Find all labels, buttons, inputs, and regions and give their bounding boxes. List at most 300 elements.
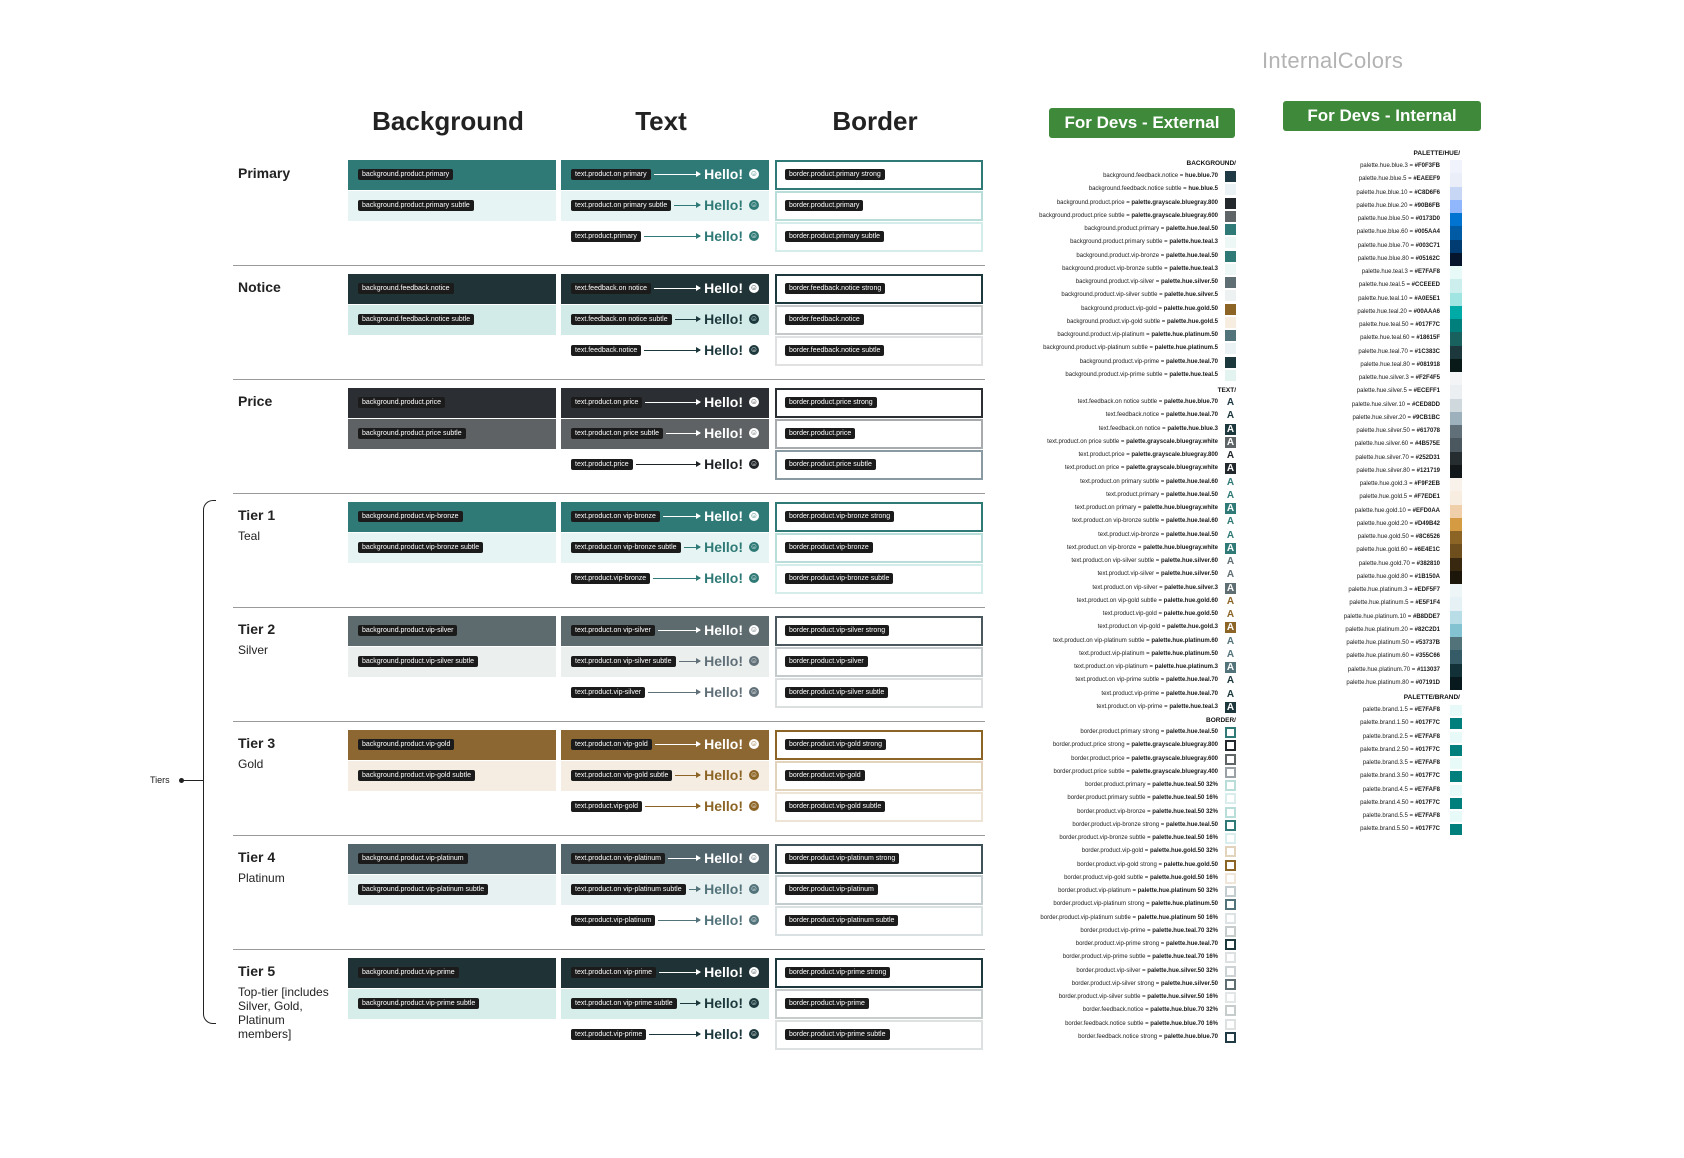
text-sample: [561, 222, 769, 252]
text-sample: [561, 989, 769, 1019]
smiley-icon: ☺: [749, 200, 759, 209]
background-swatch: [348, 388, 556, 418]
legend-row: border.product.vip-prime strong = palette.hue.teal.70: [1075, 941, 1218, 947]
token-label: border.product.vip-prime strong: [785, 967, 890, 978]
legend-row: background.product.vip-silver subtle = palette.hue.silver.5: [1061, 292, 1218, 299]
token-name: text.product.vip-platinum: [1079, 650, 1145, 657]
border-sample: [775, 502, 983, 532]
token-name: palette.hue.silver.5: [1356, 388, 1407, 395]
legend-row: palette.hue.silver.50 = #617078: [1356, 428, 1440, 434]
token-value: palette.grayscale.bluegray.600: [1131, 755, 1218, 762]
token-value: hue.blue.70: [1184, 173, 1218, 179]
color-swatch: [1450, 187, 1462, 200]
token-name: background.product.vip-bronze subtle: [1062, 265, 1163, 272]
legend-row: text.product.on vip-silver subtle = palette.hue.silver.60: [1071, 558, 1218, 564]
token-value: palette.grayscale.bluegray.800: [1131, 199, 1218, 206]
token-label: background.feedback.notice: [358, 283, 454, 294]
text-color-swatch: A: [1226, 542, 1235, 554]
hello-sample: Hello!: [704, 570, 743, 586]
color-swatch: [1225, 277, 1236, 288]
hello-sample: Hello!: [704, 311, 743, 327]
border-sample: [775, 989, 983, 1019]
smiley-icon: ☺: [749, 770, 759, 779]
color-swatch: [1450, 624, 1462, 637]
token-name: palette.hue.platinum.5: [1349, 600, 1409, 607]
color-swatch: [1450, 359, 1462, 372]
border-sample: [775, 844, 983, 874]
token-name: border.product.price strong: [1052, 742, 1125, 749]
token-value: palette.hue.teal.50 16%: [1152, 835, 1218, 841]
color-swatch: [1450, 637, 1462, 650]
token-name: palette.hue.blue.10: [1356, 189, 1408, 196]
token-name: border.product.primary strong: [1080, 729, 1160, 735]
token-label: border.product.price strong: [785, 397, 877, 408]
legend-row: text.product.on vip-prime subtle = palette.hue.teal.70: [1075, 677, 1218, 684]
token-value: palette.hue.teal.5: [1169, 371, 1218, 378]
color-swatch: [1450, 798, 1462, 809]
token-value: palette.hue.platinum.60: [1151, 637, 1218, 644]
token-label: border.product.vip-silver strong: [785, 625, 889, 636]
token-name: palette.hue.platinum.50: [1346, 640, 1409, 646]
token-name: text.product.vip-bronze: [1098, 531, 1160, 538]
token-value: #F7EDE1: [1413, 494, 1440, 501]
border-color-swatch: [1225, 846, 1236, 857]
token-value: palette.hue.teal.3: [1169, 703, 1218, 710]
border-color-swatch: [1225, 1005, 1236, 1016]
token-name: palette.hue.gold.5: [1359, 494, 1408, 501]
section-title: Tier 4: [238, 849, 276, 865]
color-swatch: [1450, 611, 1462, 624]
section-subtitle: Teal: [238, 529, 261, 543]
border-sample: [775, 875, 983, 905]
border-sample: [775, 958, 983, 988]
legend-row: border.product.price strong = palette.grayscale.bluegray.800: [1052, 742, 1218, 749]
color-swatch: [1225, 237, 1236, 248]
legend-row: background.product.vip-gold subtle = palette.hue.gold.5: [1066, 318, 1218, 325]
token-value: #252D31: [1415, 454, 1440, 461]
arrow-icon: [645, 806, 700, 807]
column-header-background: Background: [372, 106, 524, 136]
token-name: palette.hue.gold.70: [1358, 560, 1410, 567]
token-name: palette.hue.silver.10: [1351, 401, 1406, 408]
token-label: background.product.vip-silver subtle: [358, 656, 478, 667]
background-swatch: [348, 989, 556, 1019]
token-value: #C8D6F6: [1414, 189, 1440, 196]
border-color-swatch: [1225, 979, 1236, 990]
token-value: #017F7C: [1415, 826, 1440, 833]
hello-sample: Hello!: [704, 684, 743, 700]
color-swatch: [1450, 306, 1462, 319]
color-swatch: [1450, 173, 1462, 186]
token-name: palette.hue.platinum.20: [1345, 626, 1408, 633]
color-swatch: [1450, 597, 1462, 610]
background-swatch: [348, 875, 556, 905]
color-swatch: [1450, 332, 1462, 345]
arrow-icon: [654, 288, 700, 289]
text-sample: [561, 875, 769, 905]
column-header-border: Border: [832, 106, 918, 136]
token-name: palette.hue.blue.20: [1356, 202, 1408, 209]
token-name: background.product.price subtle: [1039, 212, 1125, 219]
token-name: palette.brand.3.5: [1362, 760, 1408, 766]
hello-sample: Hello!: [704, 653, 743, 669]
token-label: text.product.on vip-prime subtle: [571, 998, 677, 1009]
smiley-icon: ☺: [749, 967, 759, 976]
border-color-swatch: [1225, 820, 1236, 831]
hello-sample: Hello!: [704, 456, 743, 472]
color-swatch: [1450, 266, 1462, 279]
legend-row: text.product.on vip-platinum subtle = palette.hue.platinum.60: [1053, 637, 1218, 644]
arrow-icon: [684, 547, 700, 548]
color-swatch: [1450, 425, 1462, 438]
background-swatch: [348, 502, 556, 532]
legend-row: palette.hue.silver.70 = #252D31: [1355, 454, 1440, 461]
section-subtitle: Gold: [238, 757, 264, 771]
legend-heading: BACKGROUND/: [1186, 160, 1236, 167]
token-name: palette.hue.blue.3: [1360, 163, 1408, 169]
legend-row: palette.brand.5.5 = #E7FAF8: [1362, 813, 1440, 819]
legend-row: text.product.on vip-gold = palette.hue.gold.3: [1097, 624, 1218, 631]
token-name: palette.hue.blue.5: [1358, 176, 1407, 183]
token-name: palette.hue.teal.50: [1359, 322, 1409, 328]
text-color-swatch: A: [1226, 529, 1235, 541]
legend-heading: PALETTE/BRAND/: [1403, 694, 1460, 701]
token-value: #EFD0AA: [1412, 507, 1440, 514]
hello-sample: Hello!: [704, 767, 743, 783]
legend-row: palette.hue.platinum.60 = #355C66: [1346, 653, 1440, 660]
token-label: text.product.on vip-gold: [571, 739, 652, 750]
smiley-icon: ☺: [749, 397, 759, 406]
arrow-icon: [680, 1003, 700, 1004]
token-name: text.feedback.on notice subtle: [1077, 399, 1158, 405]
token-name: palette.hue.platinum.3: [1348, 587, 1408, 593]
arrow-icon: [663, 516, 700, 517]
section-divider: [233, 265, 985, 266]
legend-row: text.product.vip-bronze = palette.hue.teal.50: [1098, 531, 1218, 538]
hello-sample: Hello!: [704, 881, 743, 897]
legend-row: palette.hue.teal.70 = #1C383C: [1358, 348, 1440, 355]
tiers-dot: [179, 778, 184, 783]
token-value: #53737B: [1415, 640, 1440, 646]
text-color-swatch: A: [1226, 450, 1235, 461]
legend-row: border.product.vip-silver strong = palette.hue.silver.50: [1071, 980, 1218, 987]
token-name: text.product.on vip-gold: [1097, 624, 1161, 631]
legend-row: palette.brand.4.5 = #E7FAF8: [1362, 786, 1440, 793]
color-swatch: [1225, 343, 1236, 354]
token-name: palette.hue.gold.3: [1359, 481, 1408, 487]
hello-sample: Hello!: [704, 912, 743, 928]
token-label: border.product.vip-bronze subtle: [785, 573, 893, 584]
color-swatch: [1450, 518, 1462, 531]
section-title: Tier 5: [238, 963, 276, 979]
token-value: palette.hue.teal.50: [1165, 821, 1218, 828]
background-swatch: [348, 761, 556, 791]
background-swatch: [348, 616, 556, 646]
token-name: background.product.primary subtle: [1070, 239, 1163, 246]
token-name: background.product.vip-bronze: [1076, 252, 1160, 259]
token-label: background.product.vip-platinum: [358, 853, 468, 864]
legend-row: palette.hue.silver.10 = #CED8DD: [1351, 401, 1440, 408]
token-value: #E7FAF8: [1414, 760, 1440, 766]
border-sample: [775, 906, 983, 936]
token-label: background.product.vip-bronze subtle: [358, 542, 483, 553]
token-label: text.product.vip-platinum: [571, 915, 655, 926]
token-value: #A0E5E1: [1414, 295, 1440, 302]
legend-row: palette.hue.blue.5 = #EAEEF9: [1358, 176, 1440, 183]
hello-sample: Hello!: [704, 622, 743, 638]
token-label: text.product.primary: [571, 231, 641, 242]
legend-row: border.product.price = palette.grayscale.bluegray.600: [1071, 755, 1218, 762]
arrow-icon: [658, 630, 700, 631]
text-color-swatch: A: [1226, 463, 1235, 475]
background-swatch: [348, 647, 556, 677]
background-swatch: [348, 160, 556, 190]
background-swatch: [348, 305, 556, 335]
token-label: border.product.vip-bronze strong: [785, 511, 894, 522]
color-swatch: [1450, 465, 1462, 478]
legend-row: background.product.price = palette.grayscale.bluegray.800: [1056, 199, 1218, 206]
arrow-icon: [675, 775, 700, 776]
hello-sample: Hello!: [704, 1026, 743, 1042]
token-name: palette.hue.silver.60: [1354, 441, 1409, 448]
color-swatch: [1450, 531, 1462, 544]
legend-row: palette.hue.blue.50 = #0173D0: [1357, 216, 1440, 222]
token-value: palette.grayscale.bluegray.800: [1131, 452, 1218, 458]
token-label: text.product.on vip-silver subtle: [571, 656, 676, 667]
color-swatch: [1450, 664, 1462, 677]
token-value: palette.hue.teal.70: [1165, 677, 1218, 684]
token-value: #355C66: [1415, 653, 1440, 660]
token-name: palette.brand.3.50: [1360, 773, 1409, 780]
hello-sample: Hello!: [704, 850, 743, 866]
legend-row: background.product.primary subtle = palette.hue.teal.3: [1070, 239, 1218, 246]
token-label: border.product.primary subtle: [785, 231, 884, 242]
token-name: palette.hue.silver.3: [1358, 375, 1409, 381]
legend-row: palette.brand.5.50 = #017F7C: [1360, 826, 1440, 833]
token-value: palette.hue.blue.70 16%: [1150, 1020, 1218, 1027]
smiley-icon: ☺: [749, 314, 759, 323]
token-name: text.product.on vip-gold subtle: [1076, 597, 1157, 604]
legend-row: text.product.on vip-prime = palette.hue.teal.3: [1096, 703, 1218, 710]
arrow-icon: [679, 661, 700, 662]
legend-row: background.product.vip-platinum = palette.hue.platinum.50: [1057, 332, 1218, 338]
token-value: hue.blue.5: [1188, 186, 1218, 193]
legend-row: palette.hue.platinum.5 = #E5F1F4: [1349, 600, 1440, 607]
token-value: palette.hue.gold.50 16%: [1149, 874, 1218, 881]
legend-row: background.product.vip-gold = palette.hue.gold.50: [1081, 305, 1218, 312]
border-sample: [775, 160, 983, 190]
legend-row: palette.brand.1.5 = #E7FAF8: [1362, 707, 1440, 713]
smiley-icon: ☺: [749, 428, 759, 437]
smiley-icon: ☺: [749, 739, 759, 748]
token-label: text.product.on price: [571, 397, 642, 408]
token-label: border.product.price subtle: [785, 459, 876, 470]
color-swatch: [1225, 330, 1236, 341]
legend-row: palette.hue.silver.3 = #F2F4F5: [1358, 375, 1440, 381]
smiley-icon: ☺: [749, 459, 759, 468]
border-color-swatch: [1225, 886, 1236, 897]
color-swatch: [1450, 771, 1462, 782]
legend-row: palette.hue.gold.3 = #F9F2EB: [1359, 481, 1440, 487]
token-name: background.product.price: [1056, 199, 1125, 206]
token-name: palette.brand.4.5: [1362, 786, 1408, 793]
arrow-icon: [689, 889, 700, 890]
token-name: text.product.on vip-silver subtle: [1071, 558, 1155, 564]
color-swatch: [1225, 317, 1236, 328]
section-title: Price: [238, 393, 273, 409]
color-swatch: [1450, 505, 1462, 518]
legend-row: border.product.vip-bronze subtle = palette.hue.teal.50 16%: [1059, 835, 1218, 841]
smiley-icon: ☺: [749, 884, 759, 893]
section-title: Tier 3: [238, 735, 276, 751]
section-title: Tier 2: [238, 621, 276, 637]
token-name: border.feedback.notice subtle: [1065, 1020, 1144, 1027]
legend-row: palette.hue.blue.70 = #003C71: [1357, 242, 1440, 249]
color-swatch: [1450, 200, 1462, 213]
token-name: text.product.on vip-prime subtle: [1075, 677, 1160, 684]
token-name: text.product.vip-silver: [1097, 571, 1155, 578]
token-name: text.product.vip-prime: [1101, 690, 1160, 697]
text-sample: [561, 305, 769, 335]
border-color-swatch: [1225, 926, 1236, 937]
legend-row: text.product.vip-gold = palette.hue.gold.50: [1102, 611, 1218, 617]
text-color-swatch: A: [1226, 489, 1235, 501]
legend-row: palette.hue.silver.80 = #121719: [1356, 467, 1440, 474]
legend-row: text.feedback.notice = palette.hue.teal.70: [1105, 412, 1218, 419]
color-swatch: [1450, 478, 1462, 491]
text-sample: [561, 647, 769, 677]
token-label: border.feedback.notice: [785, 314, 864, 325]
legend-row: palette.hue.blue.20 = #90B6FB: [1356, 202, 1440, 209]
background-swatch: [348, 533, 556, 563]
legend-heading: TEXT/: [1217, 387, 1236, 394]
color-swatch: [1450, 279, 1462, 292]
arrow-icon: [649, 1034, 700, 1035]
legend-row: border.product.vip-platinum strong = palette.hue.platinum.50: [1053, 901, 1218, 908]
legend-row: text.product.on vip-silver = palette.hue.silver.3: [1092, 584, 1218, 591]
legend-row: background.product.price subtle = palette.grayscale.bluegray.600: [1039, 212, 1218, 219]
legend-row: text.product.on price subtle = palette.grayscale.bluegray.white: [1047, 438, 1218, 445]
text-sample: [561, 906, 769, 936]
color-swatch: [1450, 745, 1462, 756]
token-value: #00AAA6: [1413, 308, 1440, 315]
token-name: border.product.vip-prime subtle: [1062, 954, 1146, 961]
legend-row: border.product.vip-prime subtle = palette.hue.teal.70 16%: [1062, 954, 1218, 961]
token-label: text.product.vip-gold: [571, 801, 642, 812]
color-swatch: [1450, 438, 1462, 451]
token-value: #081918: [1416, 361, 1440, 368]
text-color-swatch: A: [1226, 635, 1235, 647]
text-sample: [561, 191, 769, 221]
color-swatch: [1225, 290, 1236, 301]
legend-row: background.product.vip-bronze subtle = palette.hue.teal.3: [1062, 265, 1218, 272]
border-color-swatch: [1225, 1019, 1236, 1030]
token-name: background.product.vip-silver subtle: [1061, 292, 1158, 299]
token-label: border.product.vip-prime subtle: [785, 1029, 890, 1040]
section-subtitle: Platinum: [238, 871, 285, 885]
token-value: palette.hue.silver.50: [1160, 980, 1218, 987]
token-name: palette.hue.platinum.70: [1347, 666, 1411, 673]
border-sample: [775, 305, 983, 335]
token-name: text.product.on primary: [1074, 505, 1137, 511]
text-color-swatch: A: [1226, 569, 1235, 581]
legend-heading: BORDER/: [1206, 717, 1236, 724]
token-label: border.product.vip-gold strong: [785, 739, 886, 750]
token-value: #382810: [1416, 560, 1440, 567]
devs-external-badge: For Devs - External: [1049, 108, 1235, 138]
token-value: #07191D: [1415, 679, 1440, 686]
smiley-icon: ☺: [749, 687, 759, 696]
legend-row: border.product.vip-gold = palette.hue.gold.50 32%: [1081, 848, 1218, 855]
token-value: #CED8DD: [1411, 401, 1440, 408]
token-name: border.product.primary subtle: [1067, 795, 1146, 802]
color-swatch: [1450, 732, 1462, 743]
color-swatch: [1450, 544, 1462, 557]
token-name: background.product.vip-gold subtle: [1066, 318, 1161, 325]
token-name: text.feedback.on notice: [1098, 425, 1161, 432]
section-title: Tier 1: [238, 507, 276, 523]
token-label: text.product.on primary subtle: [571, 200, 671, 211]
color-swatch: [1225, 171, 1236, 182]
arrow-icon: [658, 920, 700, 921]
legend-row: border.feedback.notice strong = palette.hue.blue.70: [1078, 1033, 1218, 1040]
color-swatch: [1450, 677, 1462, 690]
token-name: palette.hue.silver.20: [1352, 414, 1406, 421]
color-swatch: [1450, 319, 1462, 332]
text-color-swatch: A: [1226, 503, 1235, 514]
token-name: palette.hue.blue.60: [1356, 229, 1408, 236]
text-sample: [561, 730, 769, 760]
token-name: border.feedback.notice strong: [1078, 1033, 1158, 1040]
token-label: background.product.vip-bronze: [358, 511, 463, 522]
token-label: text.product.on price subtle: [571, 428, 663, 439]
token-value: #E7FAF8: [1414, 269, 1440, 275]
hello-sample: Hello!: [704, 736, 743, 752]
token-label: background.product.vip-gold: [358, 739, 454, 750]
legend-row: text.product.on primary = palette.hue.bluegray.white: [1074, 505, 1218, 511]
token-label: background.feedback.notice subtle: [358, 314, 474, 325]
text-sample: [561, 761, 769, 791]
text-color-swatch: A: [1226, 622, 1235, 634]
token-label: text.product.on primary: [571, 169, 651, 180]
token-name: palette.brand.1.50: [1360, 720, 1409, 727]
token-label: border.feedback.notice subtle: [785, 345, 884, 356]
token-name: palette.hue.silver.50: [1356, 428, 1410, 434]
token-name: palette.hue.teal.3: [1361, 269, 1408, 275]
color-swatch: [1225, 264, 1236, 275]
smiley-icon: ☺: [749, 169, 759, 178]
text-sample: [561, 678, 769, 708]
text-color-swatch: A: [1226, 436, 1235, 448]
token-value: palette.hue.teal.70: [1165, 941, 1218, 947]
border-color-swatch: [1225, 899, 1236, 910]
tiers-bracket: [203, 500, 216, 1024]
token-value: #E7FAF8: [1414, 786, 1440, 793]
token-value: palette.hue.gold.50: [1163, 861, 1218, 868]
color-swatch: [1450, 758, 1462, 769]
text-color-swatch: A: [1226, 476, 1235, 488]
token-name: border.product.vip-bronze subtle: [1059, 835, 1146, 841]
color-swatch: [1450, 399, 1462, 412]
border-color-swatch: [1225, 754, 1236, 765]
token-value: palette.hue.silver.60: [1160, 558, 1218, 564]
token-name: background.feedback.notice: [1103, 173, 1179, 179]
token-value: palette.hue.teal.70 32%: [1152, 927, 1218, 934]
hello-sample: Hello!: [704, 280, 743, 296]
token-value: #05162C: [1415, 255, 1440, 262]
token-label: text.product.vip-silver: [571, 687, 645, 698]
token-label: text.product.on vip-prime: [571, 967, 656, 978]
